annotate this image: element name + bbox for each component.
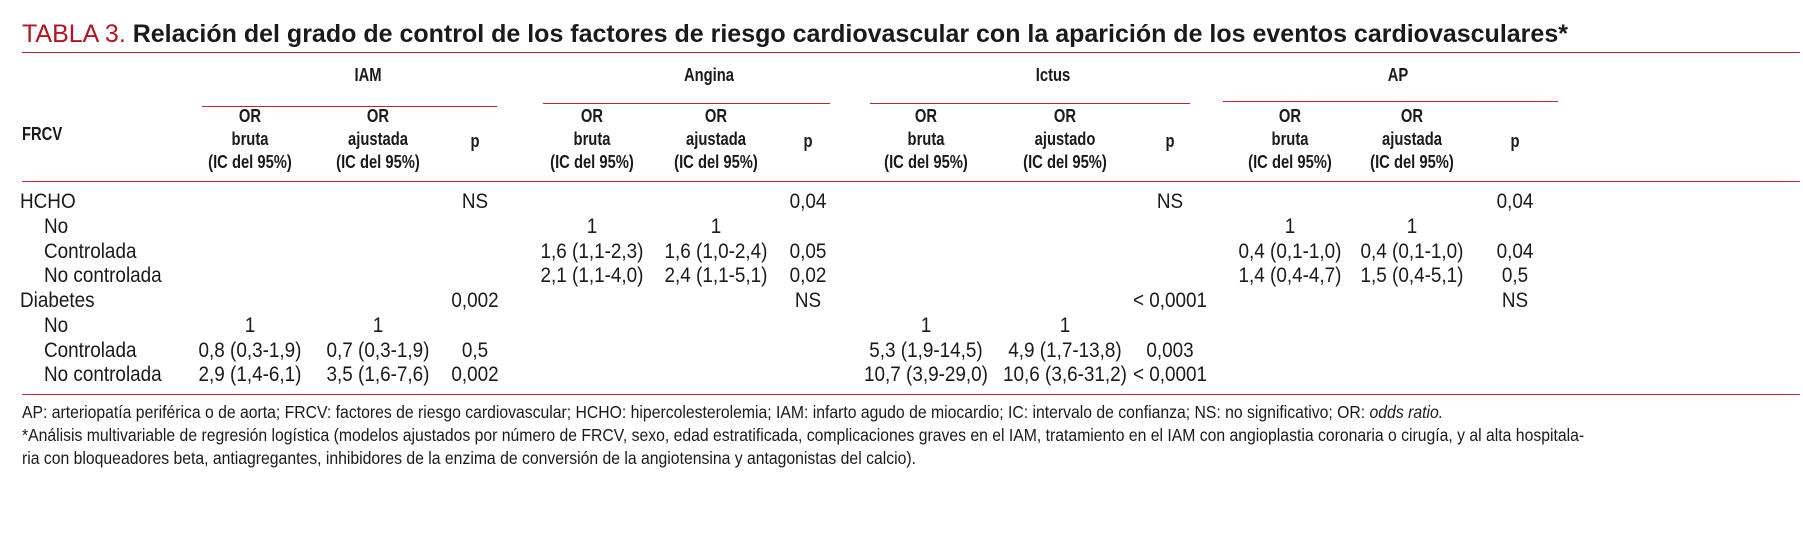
table-cell: 1 [1406,215,1418,238]
column-header [184,105,315,174]
table-cell: 1,5 (0,4-5,1) [1360,264,1464,287]
column-header [409,129,540,154]
column-header-line: (IC del 95%) [208,152,292,172]
table-cell: 2,9 (1,4-6,1) [198,363,302,386]
table-cell: 0,04 [1496,240,1534,263]
table-cell: 10,7 (3,9-29,0) [863,363,988,386]
column-header-line: (IC del 95%) [1248,152,1332,172]
odds-ratio-italic: odds ratio. [1369,402,1444,422]
column-header-line: (IC del 95%) [550,152,634,172]
column-header-line: OR [238,106,262,126]
table-cell: NS [794,289,822,312]
group-title-ictus: Ictus [1035,65,1071,85]
table-cell: 0,04 [1496,190,1534,213]
column-header [1224,105,1355,174]
table-cell: 0,002 [451,289,499,312]
column-header [526,105,657,174]
table-cell: NS [1156,190,1184,213]
multivariable-note-line-1: *Análisis multivariable de regresión logística (modelos ajustados por número de FRCV, sexo, edad estratificada, complicaciones graves en el IAM, tratamiento en el IAM con angioplastia coronaria o cirugía, y al alta hospitala- [22,425,1585,445]
row-label: Controlada [44,339,137,362]
table-cell: 2,1 (1,1-4,0) [540,264,644,287]
row-label: No controlada [44,264,162,287]
column-header-line: p [1510,131,1520,151]
table-cell: 5,3 (1,9-14,5) [869,339,983,362]
column-header-line: OR [1053,106,1077,126]
row-label: No [44,314,69,337]
column-header-line: (IC del 95%) [336,152,420,172]
table-cell: 1 [920,314,932,337]
column-header [1104,129,1235,154]
table-cell: 1 [710,215,722,238]
table-title [22,20,1568,49]
column-header-line: p [1165,131,1175,151]
column-header-line: bruta [231,129,269,149]
column-header-line: ajustado [1034,129,1096,149]
column-header-line: p [470,131,480,151]
table-number: TABLA 3. [22,20,126,48]
table-cell: 1 [1284,215,1296,238]
table-cell: NS [461,190,489,213]
column-header-line: bruta [1271,129,1309,149]
table-cell: < 0,0001 [1132,363,1208,386]
table-cell: 1 [244,314,256,337]
column-header-line: bruta [573,129,611,149]
abbreviations-footnote [22,400,1732,424]
row-label: Diabetes [20,289,95,312]
table-cell: 4,9 (1,7-13,8) [1008,339,1122,362]
table-cell: 2,4 (1,1-5,1) [664,264,768,287]
table-cell: 1,4 (0,4-4,7) [1238,264,1342,287]
group-title-angina: Angina [683,65,735,85]
column-header-line: OR [366,106,390,126]
table-cell: 1 [1059,314,1071,337]
table-cell: NS [1501,289,1529,312]
table-caption: Relación del grado de control de los factores de riesgo cardiovascular con la aparición de los eventos cardiovasculares* [132,20,1568,48]
table-cell: 0,04 [789,190,827,213]
table-cell: 1 [372,314,384,337]
column-header-line: p [803,131,813,151]
table-cell: 10,6 (3,6-31,2) [1002,363,1127,386]
table-cell: 0,7 (0,3-1,9) [326,339,430,362]
table-cell: 3,5 (1,6-7,6) [326,363,430,386]
abbreviations-text: AP: arteriopatía periférica o de aorta; FRCV: factores de riesgo cardiovascular; HCHO: hipercolesterolemia; IAM: infarto agudo de miocardio; IC: intervalo de confianza; NS: no significativo; OR: [22,402,1370,422]
column-header [742,129,873,154]
table-cell: 0,002 [451,363,499,386]
column-header-line: OR [1278,106,1302,126]
column-header-line: OR [704,106,728,126]
multivariable-note-line-2: ria con bloqueadores beta, antiagregantes, inhibidores de la enzima de conversión de la angiotensina y antagonistas del calcio). [22,448,916,468]
column-header-line: (IC del 95%) [1370,152,1454,172]
column-header-line: (IC del 95%) [1023,152,1107,172]
column-header-line: (IC del 95%) [674,152,758,172]
column-header-line: (IC del 95%) [884,152,968,172]
column-header-line: ajustada [686,129,746,149]
group-rule-ictus [870,103,1190,104]
group-rule-ap [1223,101,1558,102]
table-cell: 1,6 (1,0-2,4) [664,240,768,263]
table-cell: 0,4 (0,1-1,0) [1238,240,1342,263]
column-header-line: ajustada [348,129,408,149]
table-cell: < 0,0001 [1132,289,1208,312]
table-cell: 0,5 [461,339,489,362]
group-title-ap: AP [1387,65,1409,85]
column-header-line: ajustada [1382,129,1442,149]
table-cell: 0,5 [1501,264,1529,287]
header-rule [22,181,1800,182]
table-cell: 0,05 [789,240,827,263]
group-rule-angina [543,103,830,104]
column-header-line: OR [580,106,604,126]
table-cell: 1,6 (1,1-2,3) [540,240,644,263]
table-bottom-rule [22,394,1800,395]
frcv-header: FRCV [22,124,63,144]
table-cell: 1 [586,215,598,238]
row-label: HCHO [20,190,76,213]
column-header [860,105,991,174]
group-title-iam: IAM [354,65,382,85]
row-label: No [44,215,69,238]
row-label: No controlada [44,363,162,386]
column-header-line: OR [1400,106,1424,126]
row-label: Controlada [44,240,137,263]
column-header-line: bruta [907,129,945,149]
table-cell: 0,003 [1146,339,1194,362]
table-cell: 0,02 [789,264,827,287]
column-header-line: OR [914,106,938,126]
title-rule [22,52,1800,53]
table-cell: 0,8 (0,3-1,9) [198,339,302,362]
column-header [1449,129,1580,154]
table-cell: 0,4 (0,1-1,0) [1360,240,1464,263]
